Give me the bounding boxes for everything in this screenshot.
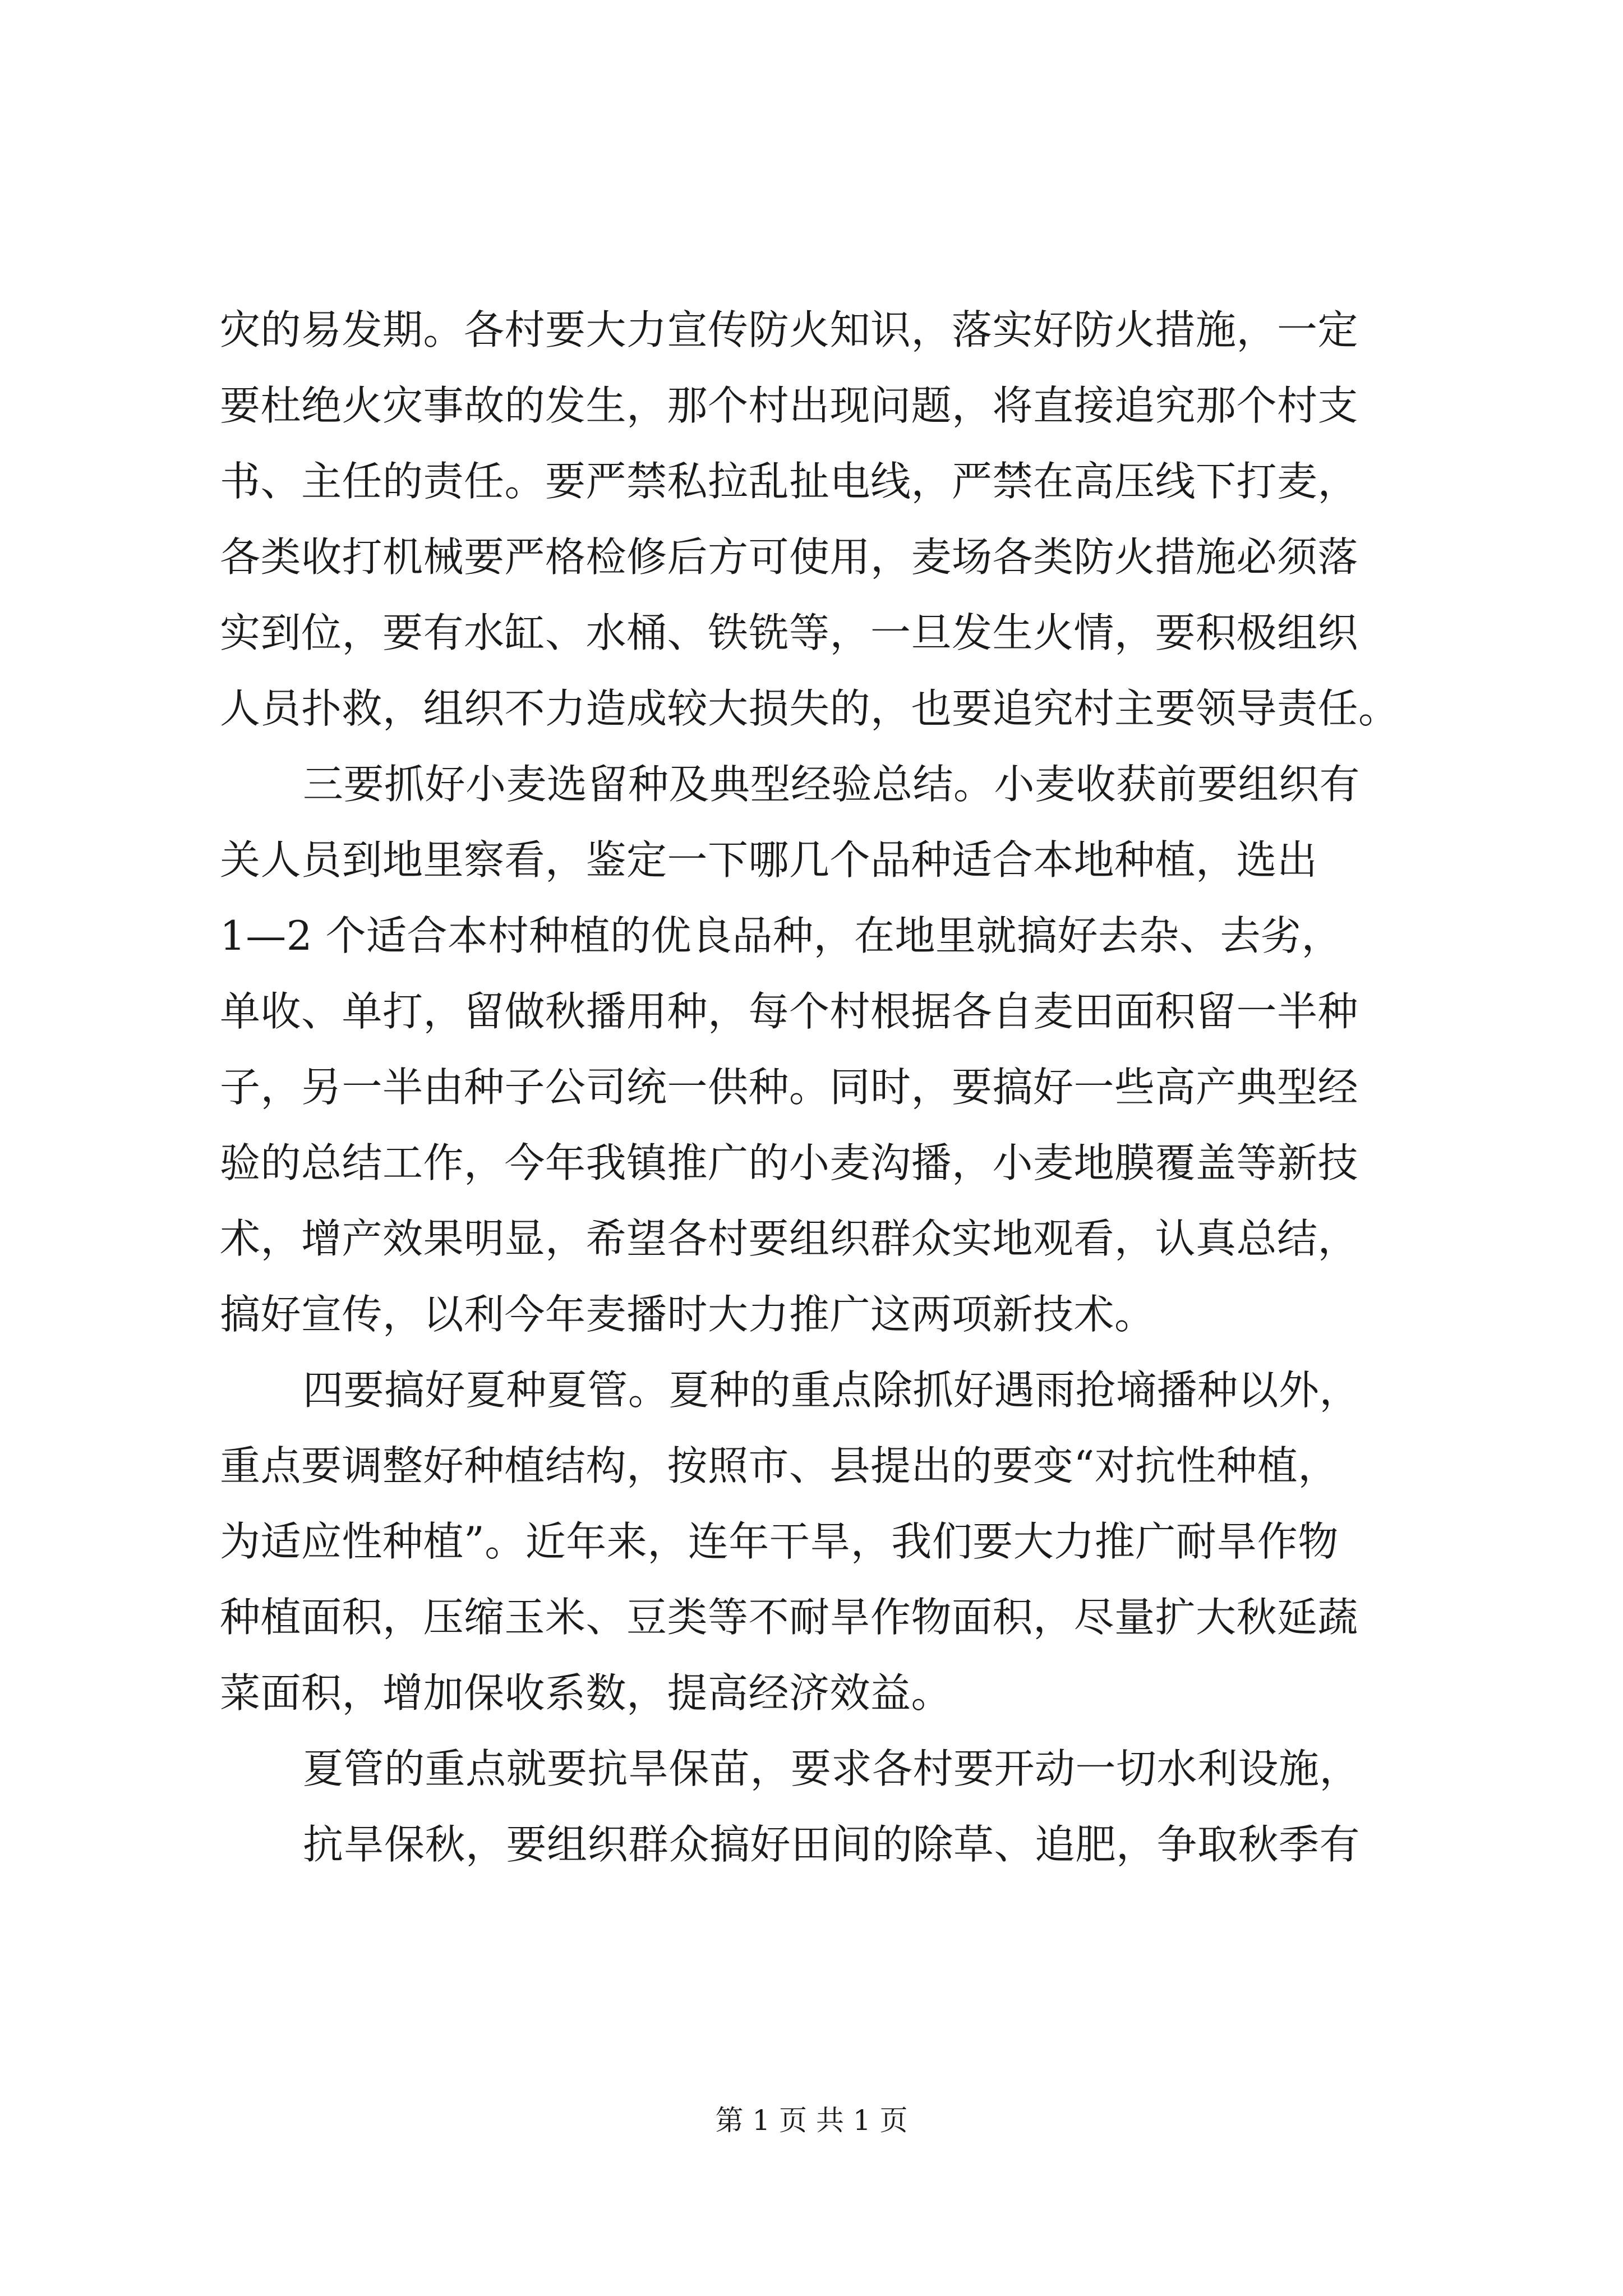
text-line: 验的总结工作，今年我镇推广的小麦沟播，小麦地膜覆盖等新技 — [220, 1139, 1359, 1186]
text-line: 人员扑救，组织不力造成较大损失的，也要追究村主要领导责任。 — [220, 685, 1399, 732]
text-line: 菜面积，增加保收系数，提高经济效益。 — [220, 1669, 952, 1717]
text-line: 实到位，要有水缸、水桶、铁铣等，一旦发生火情，要积极组织 — [220, 609, 1359, 656]
text-line: 抗旱保秋，要组织群众搞好田间的除草、追肥，争取秋季有 — [303, 1821, 1361, 1868]
text-line: 三要抓好小麦选留种及典型经验总结。小麦收获前要组织有 — [303, 761, 1361, 808]
text-line: 搞好宣传，以利今年麦播时大力推广这两项新技术。 — [220, 1291, 1155, 1338]
text-line: 四要搞好夏种夏管。夏种的重点除抓好遇雨抢墒播种以外， — [303, 1366, 1361, 1414]
text-line: 夏管的重点就要抗旱保苗，要求各村要开动一切水利设施， — [303, 1745, 1361, 1792]
text-line: 为适应性种植”。近年来，连年干旱，我们要大力推广耐旱作物 — [220, 1518, 1339, 1565]
text-line: 要杜绝火灾事故的发生，那个村出现问题，将直接追究那个村支 — [220, 382, 1359, 429]
text-line: 1—2 个适合本村种植的优良品种，在地里就搞好去杂、去劣， — [220, 912, 1343, 959]
text-line: 重点要调整好种植结构，按照市、县提出的要变“对抗性种植， — [220, 1442, 1339, 1489]
text-line: 各类收打机械要严格检修后方可使用，麦场各类防火措施必须落 — [220, 533, 1359, 581]
text-line: 术，增产效果明显，希望各村要组织群众实地观看，认真总结， — [220, 1215, 1359, 1262]
text-line: 子，另一半由种子公司统一供种。同时，要搞好一些高产典型经 — [220, 1064, 1359, 1111]
page-number-footer: 第 1 页 共 1 页 — [715, 2104, 908, 2137]
text-line: 书、主任的责任。要严禁私拉乱扯电线，严禁在高压线下打麦， — [220, 458, 1359, 505]
text-line: 种植面积，压缩玉米、豆类等不耐旱作物面积，尽量扩大秋延蔬 — [220, 1594, 1359, 1641]
text-line: 关人员到地里察看，鉴定一下哪几个品种适合本地种植，选出 — [220, 836, 1318, 884]
text-line: 单收、单打，留做秋播用种，每个村根据各自麦田面积留一半种 — [220, 988, 1359, 1035]
text-line: 灾的易发期。各村要大力宣传防火知识，落实好防火措施，一定 — [220, 306, 1359, 353]
